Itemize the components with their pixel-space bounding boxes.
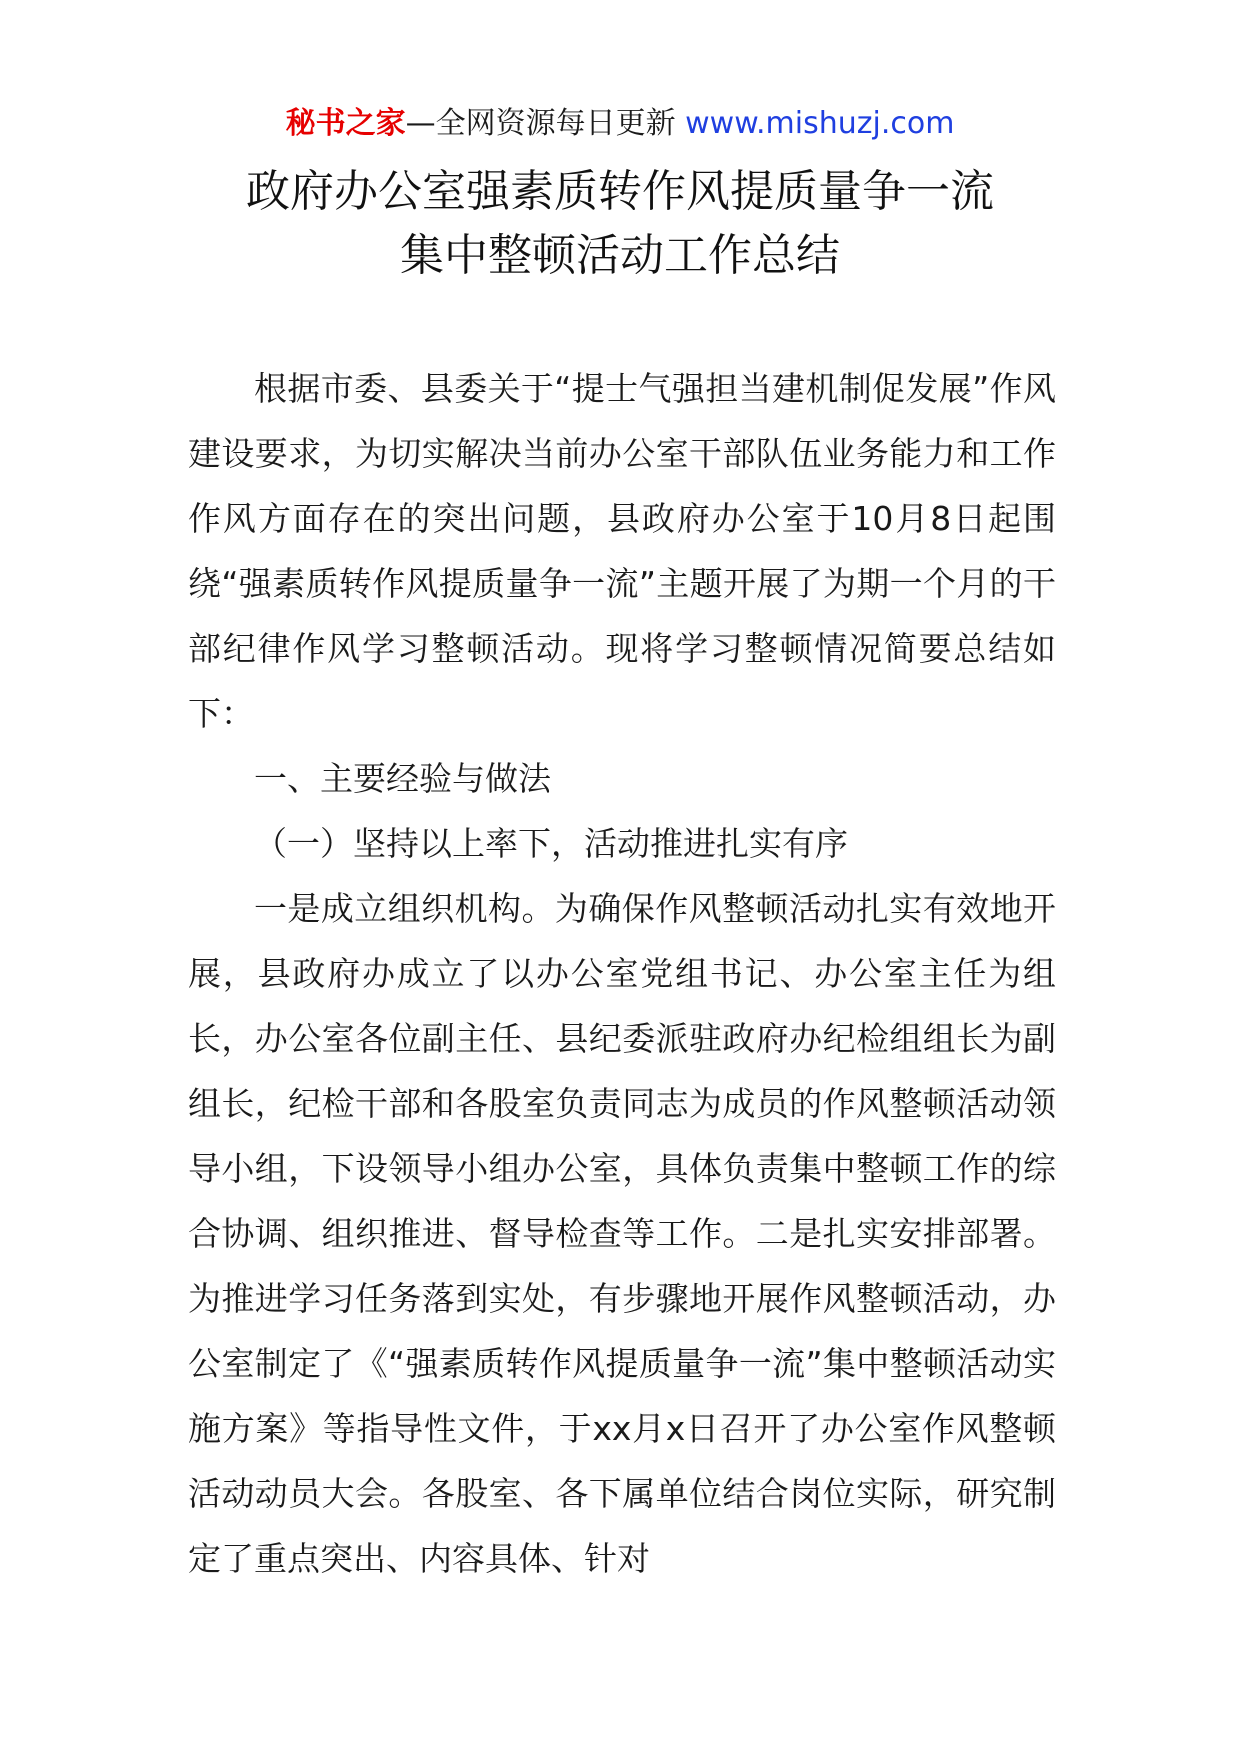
body-paragraph-1: 一是成立组织机构。为确保作风整顿活动扎实有效地开展，县政府办成立了以办公室党组书记、办公室主任为组长，办公室各位副主任、县纪委派驻政府办纪检组组长为副组长，纪检干部和各股室负责同志为成员的作风整顿活动领导小组，下设领导小组办公室，具体负责集中整顿工作的综合协调、组织推进、督导检查等工作。二是扎实安排部署。为推进学习任务落到实处，有步骤地开展作风整顿活动，办公室制定了《“强素质转作风提质量争一流”集中整顿活动实施方案》等指导性文件，于xx月x日召开了办公室作风整顿活动动员大会。各股室、各下属单位结合岗位实际，研究制定了重点突出、内容具体、针对	[188, 889, 1056, 1578]
intro-paragraph: 根据市委、县委关于“提士气强担当建机制促发展”作风建设要求，为切实解决当前办公室干部队伍业务能力和工作作风方面存在的突出问题，县政府办公室于10月8日起围绕“强素质转作风提质量争一流”主题开展了为期一个月的干部纪律作风学习整顿活动。现将学习整顿情况简要总结如下：	[188, 369, 1056, 733]
title-line-2: 集中整顿活动工作总结	[400, 230, 840, 281]
document-body	[188, 356, 1056, 1591]
header-slogan: —全网资源每日更新	[405, 106, 676, 141]
section-heading-1: 一、主要经验与做法	[254, 759, 551, 798]
document-title	[0, 160, 1240, 288]
title-line-1: 政府办公室强素质转作风提质量争一流	[246, 166, 994, 217]
subsection-heading-1: （一）坚持以上率下，活动推进扎实有序	[254, 824, 848, 863]
site-url-link[interactable]: www.mishuzj.com	[685, 106, 955, 141]
site-header	[0, 102, 1240, 146]
brand-name: 秘书之家	[285, 106, 406, 141]
